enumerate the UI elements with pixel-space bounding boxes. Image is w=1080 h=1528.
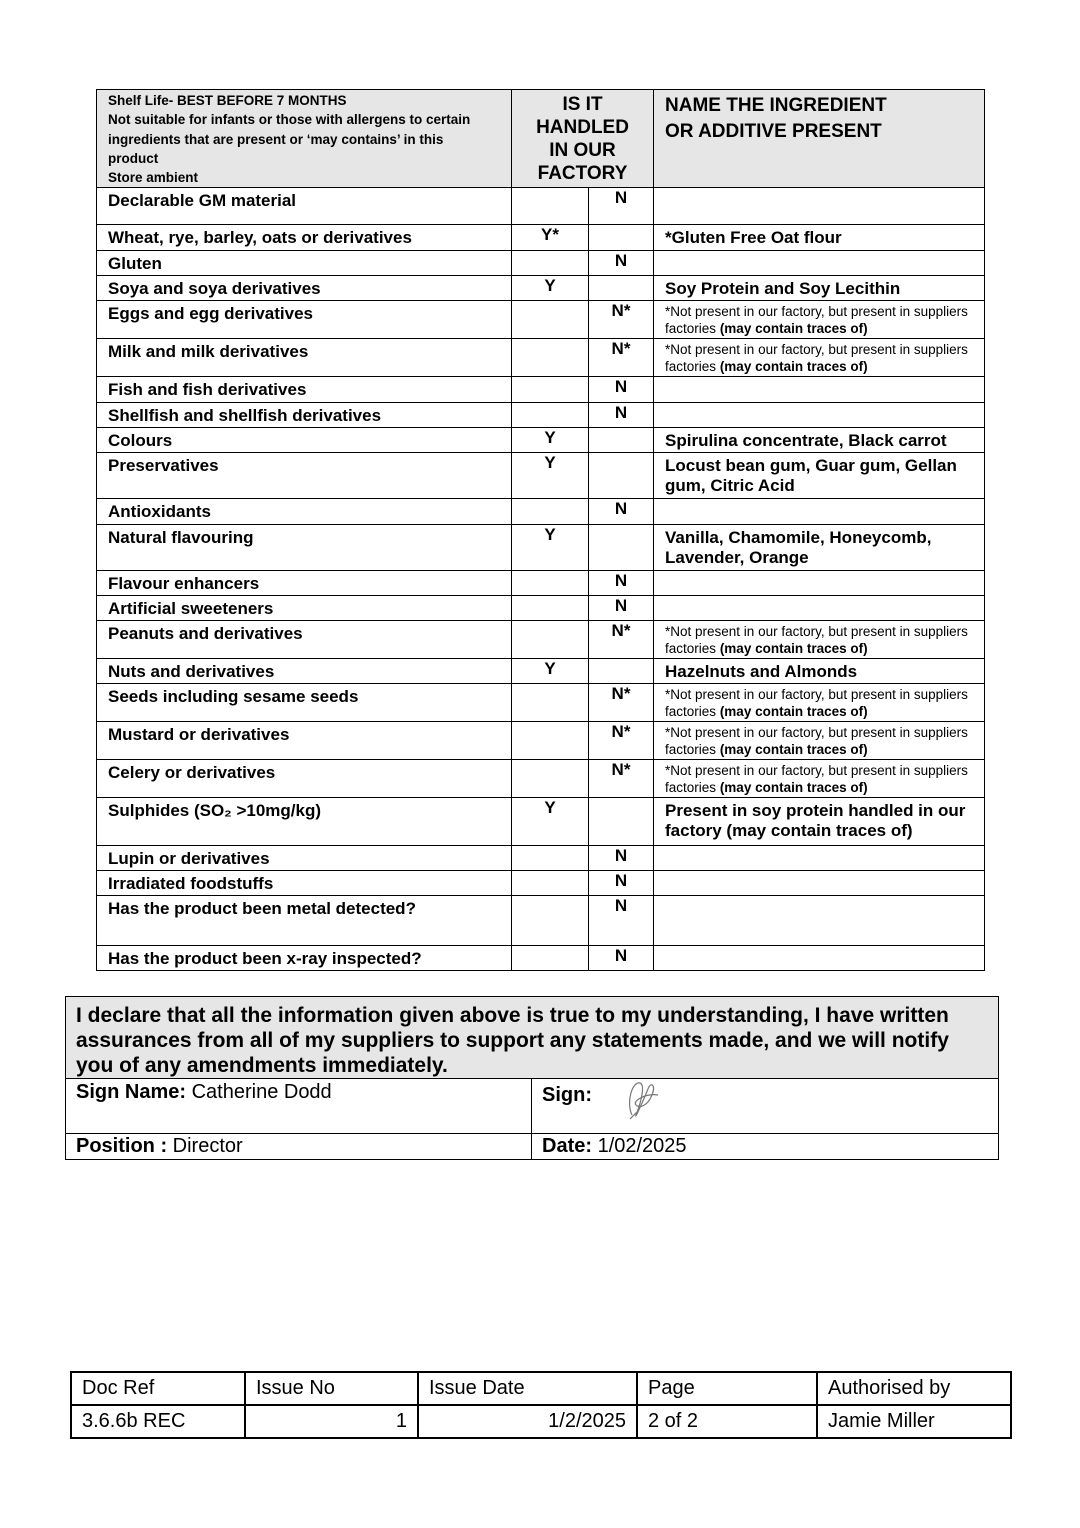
handled-no-cell (589, 525, 654, 571)
handled-no-cell: N (589, 403, 654, 428)
ingredient-cell (654, 596, 985, 621)
ingredient-cell: Spirulina concentrate, Black carrot (654, 428, 985, 453)
handled-header-line: HANDLED (536, 117, 629, 138)
ingredient-cell: Hazelnuts and Almonds (654, 659, 985, 684)
handled-yes-cell (512, 301, 589, 339)
handled-yes-cell: Y (512, 276, 589, 301)
product-info-header (97, 90, 512, 188)
handled-no-cell: N (589, 846, 654, 871)
ingredient-header-line: OR ADDITIVE PRESENT (665, 121, 882, 142)
handled-no-cell: N (589, 499, 654, 525)
ingredient-cell (654, 251, 985, 276)
handled-yes-cell (512, 722, 589, 760)
handled-yes-cell: Y* (512, 225, 589, 251)
allergen-row (97, 846, 985, 871)
allergen-table (96, 89, 985, 971)
position-cell (66, 1134, 532, 1160)
allergen-row (97, 659, 985, 684)
declaration-text: I declare that all the information given above is true to my understanding, I have written assurances from all of my suppliers to support any statements made, and we will notify you of any amendments immediately. (66, 997, 999, 1079)
handled-no-cell: N* (589, 760, 654, 798)
ingredient-cell: Present in soy protein handled in our factory (may contain traces of) (654, 798, 985, 846)
handled-no-cell (589, 225, 654, 251)
handled-yes-cell (512, 251, 589, 276)
handled-yes-cell (512, 596, 589, 621)
ingredient-cell (654, 846, 985, 871)
allergen-label: Eggs and egg derivatives (97, 301, 512, 339)
handled-no-cell (589, 276, 654, 301)
handled-no-cell: N* (589, 621, 654, 659)
allergen-label: Soya and soya derivatives (97, 276, 512, 301)
allergen-row (97, 301, 985, 339)
allergen-row (97, 525, 985, 571)
handled-no-cell: N (589, 946, 654, 971)
handled-yes-cell (512, 403, 589, 428)
handled-no-cell: N* (589, 301, 654, 339)
allergen-label: Gluten (97, 251, 512, 276)
footer-value-row (71, 1405, 1011, 1438)
handled-yes-cell (512, 621, 589, 659)
allergen-label: Declarable GM material (97, 188, 512, 225)
handled-yes-cell (512, 760, 589, 798)
date-value: 1/02/2025 (597, 1135, 687, 1157)
document-control-footer (70, 1371, 1012, 1439)
supplier-note-text: *Not present in our factory, but present in suppliers factories (665, 342, 968, 374)
sign-name-value: Catherine Dodd (191, 1081, 332, 1103)
allergen-row (97, 760, 985, 798)
handled-header-line: IN OUR (549, 140, 616, 161)
allergen-label: Flavour enhancers (97, 571, 512, 596)
traces-note: (may contain traces of) (719, 320, 868, 336)
traces-note: (may contain traces of) (719, 703, 868, 719)
position-label: Position : (76, 1135, 168, 1157)
infant-warning-line-1: Not suitable for infants or those with allergens to certain (108, 112, 471, 128)
handled-header-line: IS IT (562, 94, 603, 115)
handled-yes-cell: Y (512, 525, 589, 571)
handled-no-cell: N* (589, 339, 654, 377)
header-row (97, 90, 985, 188)
issue-date-value: 1/2/2025 (418, 1405, 637, 1438)
ingredient-cell: Locust bean gum, Guar gum, Gellan gum, Citric Acid (654, 453, 985, 499)
handled-no-cell: N (589, 896, 654, 946)
ingredient-cell (654, 403, 985, 428)
issue-date-header: Issue Date (418, 1372, 637, 1405)
handled-no-cell: N* (589, 684, 654, 722)
allergen-label: Has the product been metal detected? (97, 896, 512, 946)
infant-warning-line-2: ingredients that are present or ‘may contains’ in this (108, 131, 444, 147)
authorised-by-header: Authorised by (817, 1372, 1011, 1405)
handled-yes-cell (512, 339, 589, 377)
allergen-row (97, 453, 985, 499)
allergen-row (97, 377, 985, 403)
handled-no-cell: N (589, 377, 654, 403)
handled-header-line: FACTORY (537, 163, 628, 184)
handled-no-cell (589, 659, 654, 684)
issue-no-header: Issue No (245, 1372, 418, 1405)
supplier-note-text: *Not present in our factory, but present in suppliers factories (665, 304, 968, 336)
allergen-row (97, 571, 985, 596)
doc-ref-header: Doc Ref (71, 1372, 245, 1405)
page-value: 2 of 2 (637, 1405, 817, 1438)
allergen-label: Shellfish and shellfish derivatives (97, 403, 512, 428)
allergen-label: Celery or derivatives (97, 760, 512, 798)
handled-no-cell (589, 798, 654, 846)
handled-no-cell: N (589, 596, 654, 621)
ingredient-cell: *Gluten Free Oat flour (654, 225, 985, 251)
handwritten-signature (618, 1075, 668, 1123)
handled-yes-cell (512, 377, 589, 403)
supplier-note-text: *Not present in our factory, but present in suppliers factories (665, 687, 968, 719)
handled-no-cell: N (589, 571, 654, 596)
handled-yes-cell (512, 188, 589, 225)
page-header: Page (637, 1372, 817, 1405)
doc-ref-value: 3.6.6b REC (71, 1405, 245, 1438)
supplier-note-text: *Not present in our factory, but present in suppliers factories (665, 624, 968, 656)
ingredient-cell (654, 377, 985, 403)
supplier-note (654, 760, 985, 798)
handled-yes-cell: Y (512, 428, 589, 453)
handled-yes-cell (512, 871, 589, 896)
allergen-row (97, 225, 985, 251)
ingredient-header-line: NAME THE INGREDIENT (665, 95, 887, 116)
allergen-label: Peanuts and derivatives (97, 621, 512, 659)
signature-image (598, 1081, 658, 1101)
ingredient-cell (654, 188, 985, 225)
allergen-row (97, 684, 985, 722)
date-cell (532, 1134, 999, 1160)
allergen-label: Fish and fish derivatives (97, 377, 512, 403)
handled-no-cell: N (589, 871, 654, 896)
supplier-note (654, 301, 985, 339)
allergen-row (97, 499, 985, 525)
allergen-label: Artificial sweeteners (97, 596, 512, 621)
allergen-row (97, 722, 985, 760)
traces-note: (may contain traces of) (719, 358, 868, 374)
allergen-label: Preservatives (97, 453, 512, 499)
sign-name-cell (66, 1079, 532, 1134)
allergen-row (97, 188, 985, 225)
handled-no-cell: N (589, 188, 654, 225)
allergen-label: Irradiated foodstuffs (97, 871, 512, 896)
allergen-label: Wheat, rye, barley, oats or derivatives (97, 225, 512, 251)
handled-yes-cell (512, 846, 589, 871)
shelf-life-text: Shelf Life- BEST BEFORE 7 MONTHS (108, 93, 347, 108)
allergen-row (97, 798, 985, 846)
handled-yes-cell (512, 684, 589, 722)
issue-no-value: 1 (245, 1405, 418, 1438)
allergen-label: Colours (97, 428, 512, 453)
date-label: Date: (542, 1135, 593, 1157)
allergen-row (97, 276, 985, 301)
allergen-label: Mustard or derivatives (97, 722, 512, 760)
storage-text: Store ambient (108, 170, 199, 186)
allergen-label: Antioxidants (97, 499, 512, 525)
allergen-label: Sulphides (SO₂ >10mg/kg) (97, 798, 512, 846)
allergen-label: Lupin or derivatives (97, 846, 512, 871)
infant-warning-line-3: product (108, 150, 159, 166)
traces-note: (may contain traces of) (719, 779, 868, 795)
allergen-row (97, 621, 985, 659)
supplier-note (654, 621, 985, 659)
sign-label: Sign: (542, 1084, 592, 1106)
signature-cell (532, 1079, 999, 1134)
ingredient-cell (654, 946, 985, 971)
declaration-box (65, 996, 999, 1160)
allergen-row (97, 871, 985, 896)
ingredient-cell: Vanilla, Chamomile, Honeycomb, Lavender, Orange (654, 525, 985, 571)
handled-no-cell: N* (589, 722, 654, 760)
handled-yes-cell (512, 499, 589, 525)
traces-note: (may contain traces of) (719, 741, 868, 757)
handled-no-cell (589, 453, 654, 499)
handled-yes-cell (512, 896, 589, 946)
allergen-row (97, 946, 985, 971)
allergen-label: Has the product been x-ray inspected? (97, 946, 512, 971)
allergen-rows (97, 188, 985, 971)
supplier-note-text: *Not present in our factory, but present in suppliers factories (665, 763, 968, 795)
handled-yes-cell (512, 946, 589, 971)
ingredient-cell (654, 896, 985, 946)
handled-no-cell (589, 428, 654, 453)
allergen-row (97, 403, 985, 428)
allergen-row (97, 596, 985, 621)
ingredient-header (654, 90, 985, 188)
ingredient-cell (654, 571, 985, 596)
ingredient-cell: Soy Protein and Soy Lecithin (654, 276, 985, 301)
handled-yes-cell (512, 571, 589, 596)
sign-name-label: Sign Name: (76, 1081, 187, 1103)
allergen-row (97, 428, 985, 453)
allergen-label: Seeds including sesame seeds (97, 684, 512, 722)
handled-header (512, 90, 654, 188)
position-value: Director (172, 1135, 243, 1157)
allergen-row (97, 896, 985, 946)
allergen-row (97, 251, 985, 276)
handled-yes-cell: Y (512, 453, 589, 499)
handled-yes-cell: Y (512, 659, 589, 684)
allergen-row (97, 339, 985, 377)
ingredient-cell (654, 499, 985, 525)
handled-yes-cell: Y (512, 798, 589, 846)
traces-note: (may contain traces of) (719, 640, 868, 656)
supplier-note (654, 722, 985, 760)
authorised-by-value: Jamie Miller (817, 1405, 1011, 1438)
allergen-label: Nuts and derivatives (97, 659, 512, 684)
allergen-label: Natural flavouring (97, 525, 512, 571)
allergen-label: Milk and milk derivatives (97, 339, 512, 377)
supplier-note (654, 339, 985, 377)
ingredient-cell (654, 871, 985, 896)
handled-no-cell: N (589, 251, 654, 276)
supplier-note (654, 684, 985, 722)
footer-header-row (71, 1372, 1011, 1405)
supplier-note-text: *Not present in our factory, but present in suppliers factories (665, 725, 968, 757)
